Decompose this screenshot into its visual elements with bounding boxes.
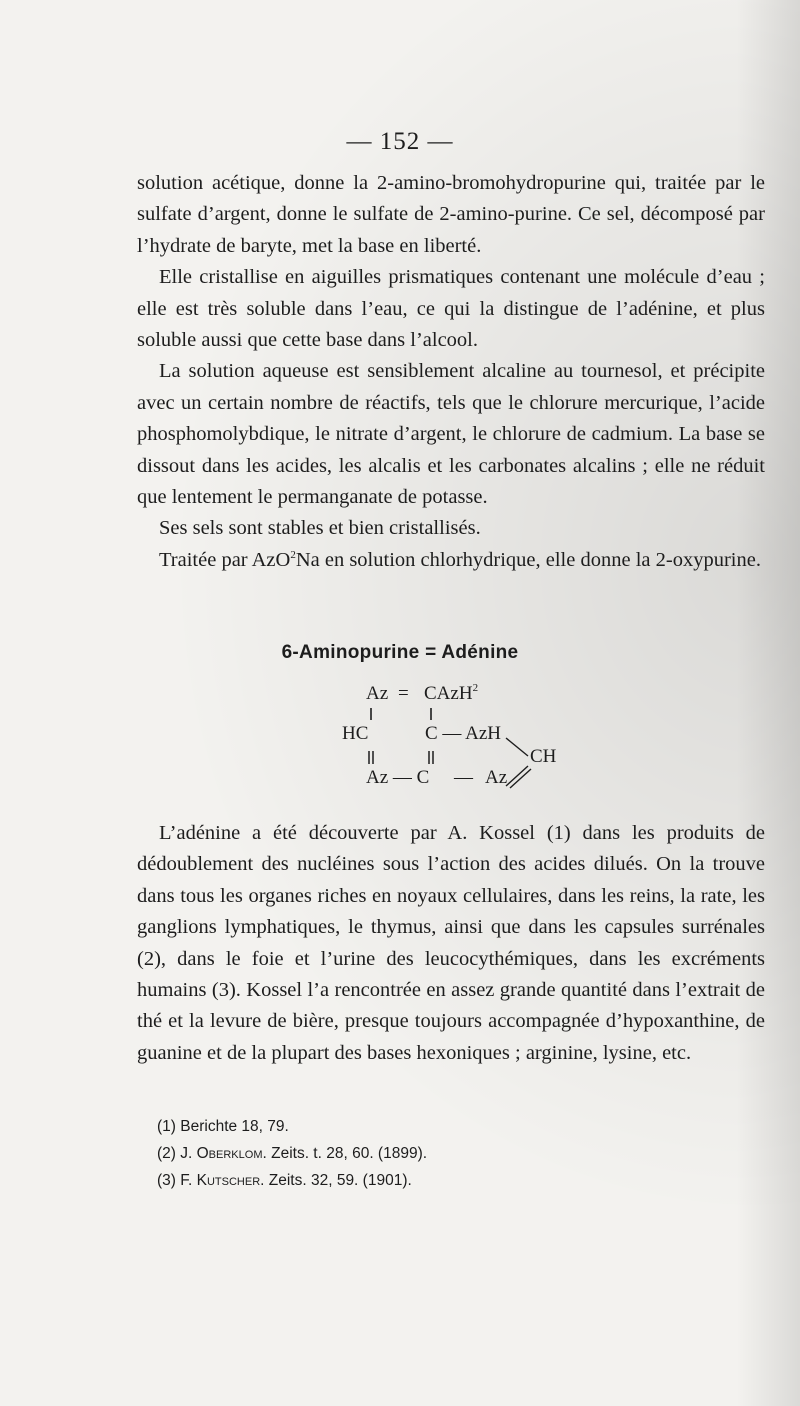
formula-atom: Az (366, 683, 389, 704)
formula-atom: HC (342, 723, 369, 744)
paragraph-azo (137, 545, 765, 576)
footnote (157, 1113, 657, 1140)
footnote-number: (2) (157, 1145, 176, 1162)
formula-atom: Az (485, 767, 508, 788)
bond-line (506, 766, 528, 786)
bond-line (510, 769, 531, 788)
formula-group-text: CAzH (424, 683, 473, 704)
body-text-adenine (137, 818, 765, 1069)
paragraph: La solution aqueuse est sensiblement alcaline au tournesol, et précipite avec un certain nombre de réactifs, tels que le chlorure mercurique, l’acide phosphomolybdique, le nitrate d’argent, le chlorure de cadmium. La base se dissout dans les acides, les alcalis et les carbonates alcalins ; elle ne réduit que lentement le permanganate de potasse. (137, 360, 765, 509)
paragraph: Elle cristallise en aiguilles prismatiques contenant une molécule d’eau ; elle est très soluble dans l’eau, ce qui la distingue de l’adénine, et plus soluble aussi que cette base dans l’alcool. (137, 266, 765, 352)
footnote (157, 1167, 657, 1194)
footnotes (157, 1113, 657, 1194)
azo-text-after: Na en solution chlorhydrique, elle donne la 2-oxypurine. (295, 548, 761, 571)
formula-single-bond: — (454, 767, 473, 788)
formula-double-bond: = (398, 683, 409, 704)
footnote (157, 1140, 657, 1167)
footnote-text: Berichte 18, 79. (180, 1118, 289, 1135)
footnote-text: Zeits. t. 28, 60. (1899). (271, 1145, 428, 1162)
azo-superscript: 2 (290, 548, 296, 561)
azo-text-before: Traitée par AzO (159, 548, 291, 571)
page-number: — 152 — (346, 128, 454, 155)
bond-line (506, 738, 528, 756)
formula-group: Az — C (366, 767, 430, 788)
formula-group (424, 683, 478, 705)
footnote-number: (1) (157, 1118, 176, 1135)
paragraph: solution acétique, donne la 2-amino-bromohydropurine qui, traitée par le sulfate d’argent, donne le sulfate de 2-amino-purine. Ce sel, décomposé par l’hydrate de baryte, met la base en liberté. (137, 172, 765, 257)
paragraph: Ses sels sont stables et bien cristallisés. (159, 517, 481, 540)
footnote-text: Zeits. 32, 59. (1901). (268, 1172, 412, 1189)
footnote-number: (3) (157, 1172, 176, 1189)
footnote-author: F. Kutscher. (180, 1172, 265, 1189)
footnote-author: J. Oberklom. (180, 1145, 267, 1162)
formula-atom: CH (530, 746, 557, 767)
formula-superscript: 2 (472, 682, 479, 694)
adenine-structural-formula (330, 680, 590, 795)
section-title: 6-Aminopurine = Adénine (281, 642, 519, 663)
paragraph: L’adénine a été découverte par A. Kossel (1) dans les produits de dédoublement des nucléines sous l’action des acides dilués. On la trouve dans tous les organes riches en noyaux cellulaires, dans les reins, la rate, les ganglions lymphatiques, le thymus, ainsi que dans les capsules surrénales (2), dans le foie et l’urine des leucocythémiques, dans les excréments humains (3). Kossel l’a rencontrée en assez grande quantité dans l’extrait de thé et la levure de bière, presque toujours accompagnée d’hypoxanthine, de guanine et de la plupart des bases hexoniques ; arginine, lysine, etc. (137, 822, 765, 1064)
body-text-top (137, 168, 765, 576)
formula-group: C — AzH (425, 723, 501, 744)
